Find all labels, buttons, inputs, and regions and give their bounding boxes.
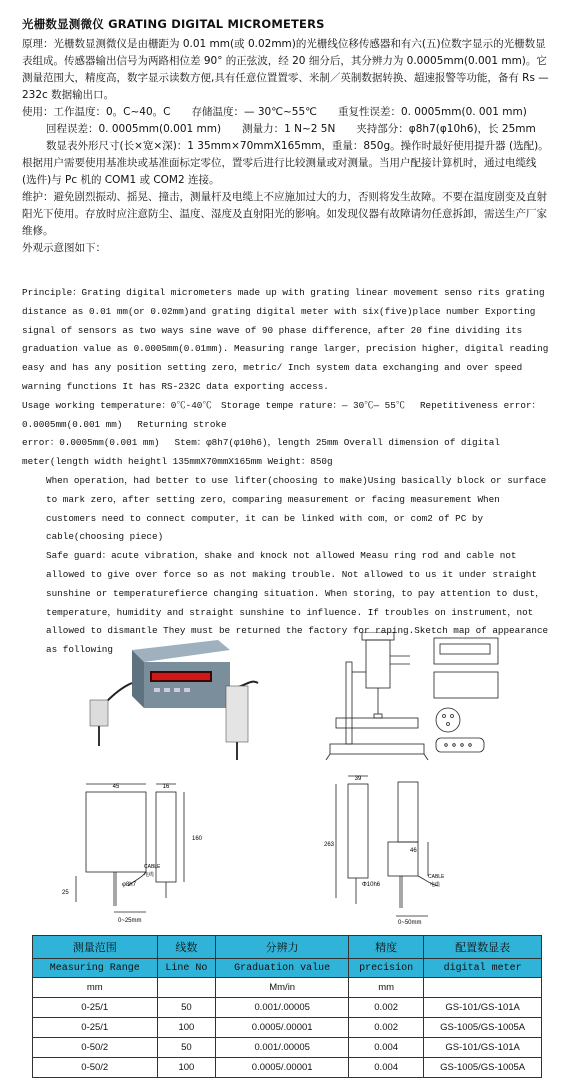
table-cell: 100 xyxy=(157,1018,216,1038)
cn-sketch-caption: 外观示意图如下： xyxy=(22,242,106,254)
table-row xyxy=(33,1018,542,1038)
header-en-graduation: Graduation value xyxy=(216,959,349,978)
table-cell: 0.001/.00005 xyxy=(216,998,349,1018)
table-cell: GS-1005/GS-1005A xyxy=(424,1058,542,1078)
header-en-lines: Line No xyxy=(157,959,216,978)
unit-cell xyxy=(424,978,542,998)
cable-cn-label: 电缆 xyxy=(144,872,155,878)
lifter-stand-sketch xyxy=(322,632,432,762)
dim-25: 25 xyxy=(62,890,69,896)
dim-16: 16 xyxy=(162,784,170,790)
dim-160: 160 xyxy=(192,836,203,842)
table-cell: 0-25/1 xyxy=(33,1018,158,1038)
table-cell: 0-50/2 xyxy=(33,1038,158,1058)
document-title: 光栅数显测微仪 GRATING DIGITAL MICROMETERS xyxy=(22,17,325,31)
table-cell: 0-25/1 xyxy=(33,998,158,1018)
table-header-cn xyxy=(33,936,542,959)
cn-usage-line-1: 使用：工作温度：0。C~40。C 存储温度：— 30℃~55℃ 重复性误差：0. 0005mm(0. 001 mm) xyxy=(22,106,527,118)
en-operation: When operation，had better to use lifter(choosing to make)Using basically block or surface to mark zero，after setting zero，comparing measurement or facing measurement When customers need to connect computer，it can be linked with com，or com2 of PC by cable(choosing piece) xyxy=(46,474,547,543)
table-cell: 50 xyxy=(157,1038,216,1058)
dim-45: 45 xyxy=(112,784,120,790)
header-en-meter: digital meter xyxy=(424,959,542,978)
table-cell: 0.004 xyxy=(349,1038,424,1058)
table-row xyxy=(33,998,542,1018)
header-cn-graduation: 分辨力 xyxy=(216,936,349,959)
table-cell: 0.0005/.00001 xyxy=(216,1058,349,1078)
spec-table xyxy=(32,935,542,1078)
dimension-drawing-25mm xyxy=(52,778,222,928)
header-cn-lines: 线数 xyxy=(157,936,216,959)
table-cell: 50 xyxy=(157,998,216,1018)
table-cell: 0-50/2 xyxy=(33,1058,158,1078)
en-principle: Principle：Grating digital micrometers made up with grating linear movement senso rits grating distance as 0.01 mm(or 0.02mm)and grating digital meter with six(five)place number Exporting signal of sensors as two ways sine wave of 90 phase difference，after 20 fine dividing its graduation value as 0.0005mm(0.01mm). Measuring range larger，precision higher，digital reading easy and has any position setting zero，metric/ Inch system data exchanging and over speed warning functions It has RS-232C data exporting access. xyxy=(22,287,549,392)
header-cn-precision: 精度 xyxy=(349,936,424,959)
table-cell: GS-101/GS-101A xyxy=(424,1038,542,1058)
table-cell: 0.002 xyxy=(349,1018,424,1038)
cn-usage-line-2: 回程误差：0. 0005mm(0.001 mm) 测量力：1 N~2 5N 夹持部分：φ8h7(φ10h6)，长 25mm xyxy=(46,123,536,135)
unit-cell: Mm/in xyxy=(216,978,349,998)
dim-46: 46 xyxy=(410,848,417,854)
cn-text-block xyxy=(22,36,550,257)
small-probe xyxy=(90,700,108,746)
digital-display-box xyxy=(132,640,230,708)
cn-principle: 原理：光栅数显测微仪是由栅距为 0.01 mm(或 0.02mm)的光栅线位移传感器和有六(五)位数字显示的光栅数显表组成。传感器输出信号为两路相位差 90° 的正弦波，经 20 细分后，其分辨力为 0.0005mm(0.001 mm)。它测量范围大，精度高，数字显示读数方便,具有任意位置置零、米制／英制数据转换、超速报警等功能，备有 Rs — 232c 数据输出口。 xyxy=(22,38,549,101)
stem-label-2: Φ10h6 xyxy=(362,882,381,888)
en-text-block xyxy=(22,284,550,660)
cable-label-2: CABLE xyxy=(428,874,445,880)
cable-label: CABLE xyxy=(144,864,161,870)
table-header-en xyxy=(33,959,542,978)
header-cn-range: 测量范围 xyxy=(33,936,158,959)
cn-maintenance: 维护：避免剧烈振动、摇晃、撞击，测量杆及电缆上不应施加过大的力，否则将发生故障。不要在温度剧变及直射阳光下使用。存放时应注意防尘、温度、湿度及直射阳光的影响。如发现仪器有故障请勿任意拆卸，需送生产厂家维修。 xyxy=(22,191,547,237)
large-probe xyxy=(226,686,248,760)
unit-cell: mm xyxy=(349,978,424,998)
table-row-units xyxy=(33,978,542,998)
table-cell: GS-101/GS-101A xyxy=(424,998,542,1018)
en-usage-line-1: Usage working temperature：0℃-40℃ Storage tempe rature：— 30℃— 55℃ Repetitiveness error：0.0005mm(0.001 mm) Returning stroke xyxy=(22,399,541,430)
table-cell: GS-1005/GS-1005A xyxy=(424,1018,542,1038)
header-en-range: Measuring Range xyxy=(33,959,158,978)
table-cell: 0.0005/.00001 xyxy=(216,1018,349,1038)
unit-cell xyxy=(157,978,216,998)
dim-263: 263 xyxy=(324,842,335,848)
meter-sketch xyxy=(430,636,510,766)
unit-cell: mm xyxy=(33,978,158,998)
product-photo xyxy=(80,628,280,763)
cable-cn-label-2: 电缆 xyxy=(430,882,441,888)
en-safe-guard: Safe guard：acute vibration，shake and knock not allowed Measu ring rod and cable not allowed to give over force so as not making trouble. Not allowed to us it under straight sunshine or temperaturefierce changing situation. When storing，to pay attention to dust，temperature，humidity and straight sunshine to influence. If troubles on instrument，not allowed to dismantle They must be returned the factory for raping.Sketch map of appearance as following xyxy=(46,550,549,656)
table-cell: 100 xyxy=(157,1058,216,1078)
range-label-2: 0~50mm xyxy=(398,920,422,926)
table-row xyxy=(33,1058,542,1078)
dimension-drawing-50mm xyxy=(318,768,518,928)
header-en-precision: precision xyxy=(349,959,424,978)
dim-39: 39 xyxy=(354,776,362,782)
table-cell: 0.002 xyxy=(349,998,424,1018)
cn-usage-line-4: 根据用户需要使用基准块或基准面标定零位，置零后进行比较测量或对测量。当用户配接计算机时，通过电缆线 (选件)与 Pc 机的 COM1 或 COM2 连接。 xyxy=(22,157,537,186)
cn-usage-line-3: 数显表外形尺寸(长×宽×深)：1 35mm×70mmX165mm，重量：850g。操作时最好使用提升器 (选配)。 xyxy=(46,140,549,152)
en-usage-line-2: error：0.0005mm(0.001 mm) Stem：φ8h7(φ10h6)，length 25mm Overall dimension of digital meter(length width heightl 135mmX70mmX165mm Weight：850g xyxy=(22,437,500,468)
table-cell: 0.004 xyxy=(349,1058,424,1078)
stem-label: φ8h7 xyxy=(122,882,136,888)
table-cell: 0.001/.00005 xyxy=(216,1038,349,1058)
header-cn-meter: 配置数显表 xyxy=(424,936,542,959)
table-row xyxy=(33,1038,542,1058)
range-label: 0~25mm xyxy=(118,918,142,924)
